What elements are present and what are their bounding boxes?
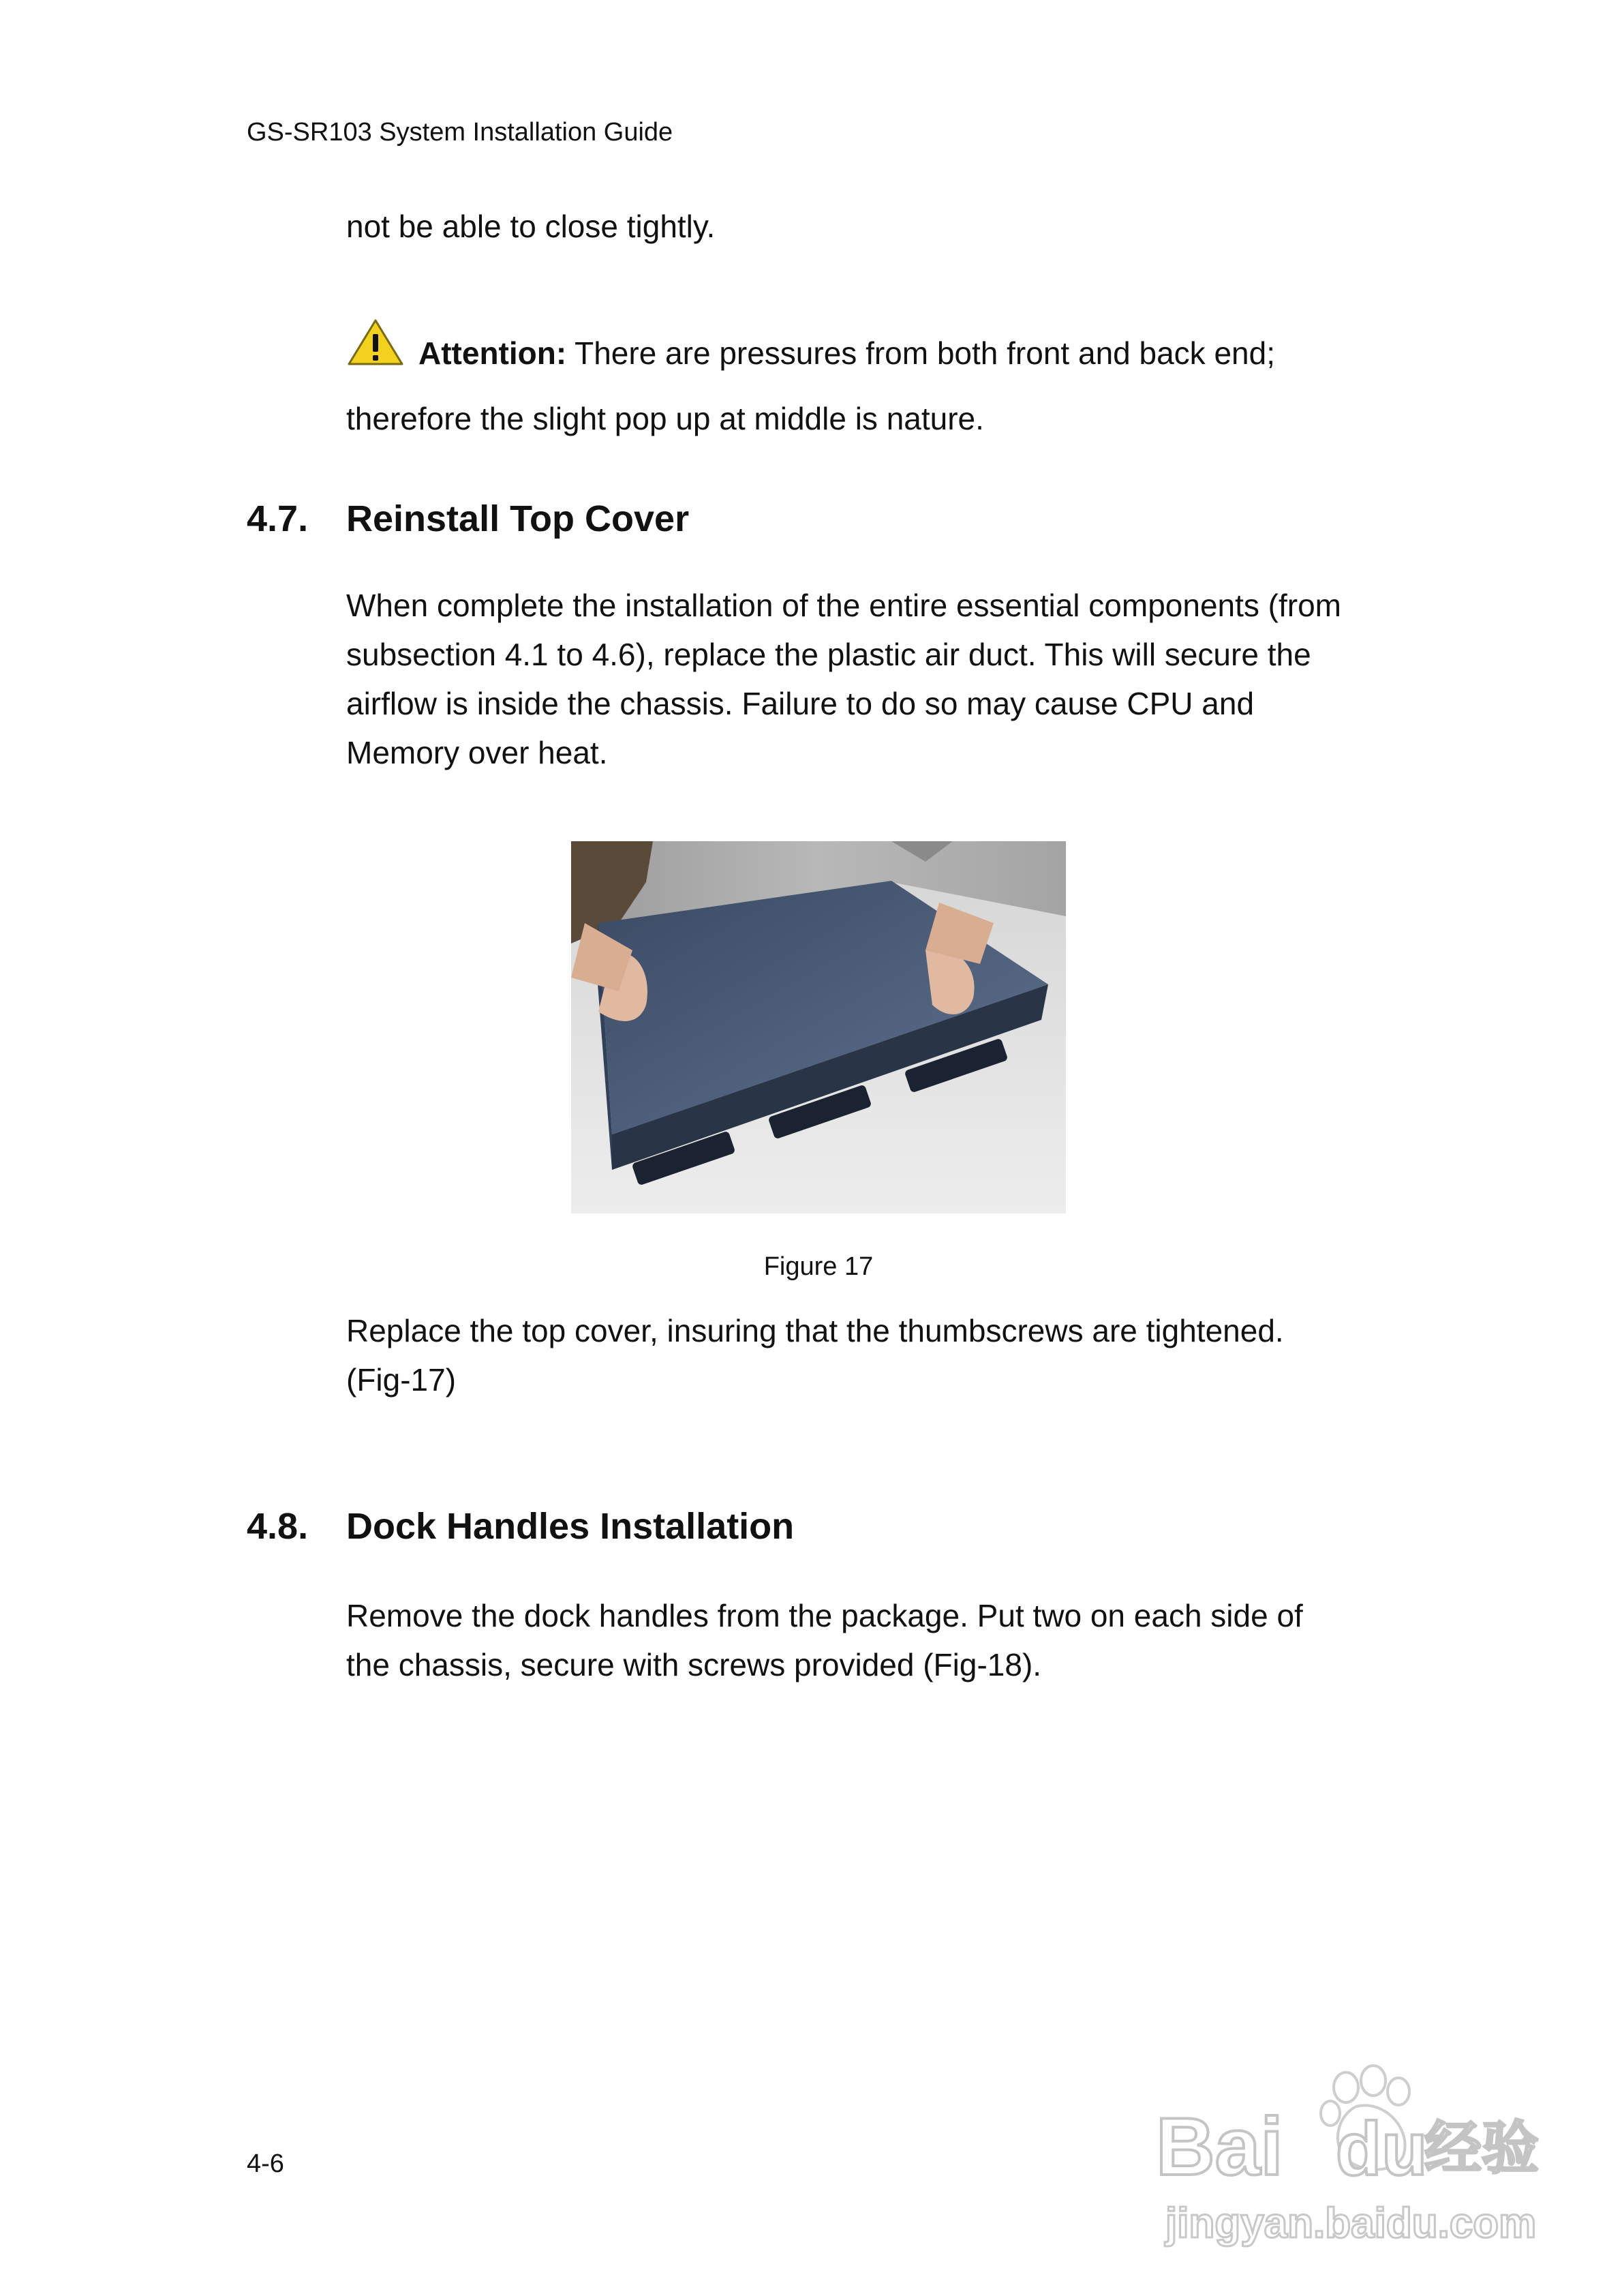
baidu-watermark-logo [1152, 2059, 1554, 2263]
figure-17-photo [571, 841, 1066, 1213]
section-title: Reinstall Top Cover [346, 498, 690, 539]
section-4-8-line-1: Remove the dock handles from the package. Put two on each side of [346, 1598, 1303, 1633]
attention-line-2: therefore the slight pop up at middle is nature. [346, 401, 984, 436]
section-4-7-line-1: When complete the installation of the entire essential components (from [346, 588, 1341, 623]
svg-text:经验: 经验 [1424, 2115, 1540, 2181]
section-heading-4-8 [247, 1502, 794, 1550]
section-4-7-after-line-1: Replace the top cover, insuring that the thumbscrews are tightened. [346, 1313, 1284, 1348]
svg-text:du: du [1336, 2107, 1428, 2191]
warning-triangle-icon [346, 318, 405, 367]
attention-label: Attention: [418, 335, 567, 371]
section-4-7-line-3: airflow is inside the chassis. Failure to do so may cause CPU and [346, 686, 1255, 721]
section-title: Dock Handles Installation [346, 1506, 795, 1547]
figure-17-caption: Figure 17 [763, 1252, 874, 1281]
section-number: 4.8. [247, 1506, 309, 1547]
section-4-8-line-2: the chassis, secure with screws provided (Fig-18). [346, 1647, 1042, 1682]
section-heading-4-7 [247, 495, 689, 543]
section-4-7-line-4: Memory over heat. [346, 735, 608, 770]
section-4-7-line-2: subsection 4.1 to 4.6), replace the plastic air duct. This will secure the [346, 637, 1311, 672]
svg-text:Bai: Bai [1156, 2101, 1283, 2192]
intro-text: not be able to close tightly. [346, 209, 716, 244]
svg-text:jingyan.baidu.com: jingyan.baidu.com [1165, 2200, 1537, 2247]
section-number: 4.7. [247, 498, 309, 539]
attention-text: There are pressures from both front and back end; [566, 335, 1275, 371]
running-header: GS-SR103 System Installation Guide [247, 118, 673, 147]
attention-line-1 [418, 329, 1413, 378]
section-4-7-after-line-2: (Fig-17) [346, 1362, 457, 1398]
page-number: 4-6 [247, 2149, 284, 2178]
